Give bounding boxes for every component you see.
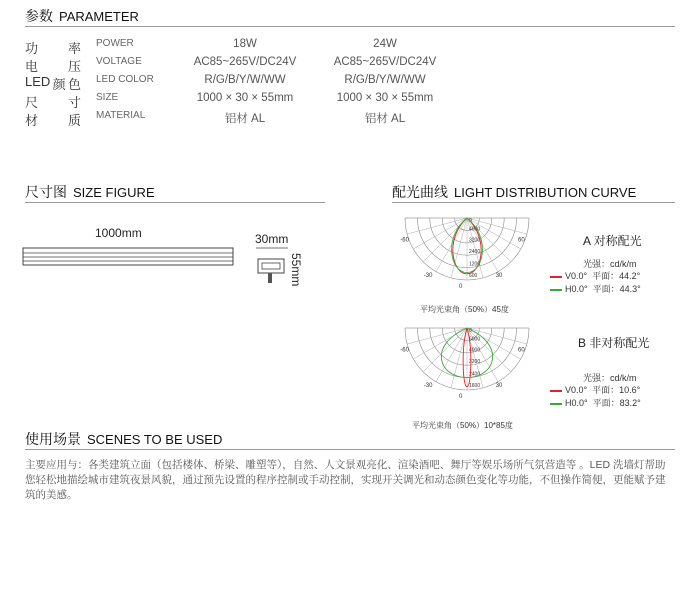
curve-b-unit: 光强：cd/k/m (583, 373, 637, 383)
polar-ring-label: 600 (469, 272, 478, 279)
curve-a-v-value: 平面：44.2° (592, 271, 641, 281)
polar-angle-label: -60 (400, 347, 409, 354)
side-view-drawing (22, 242, 237, 272)
curve-b-h-label: H0.0° (565, 398, 588, 408)
polar-a-caption: 平均光束角（50%）45度 (420, 305, 509, 314)
curve-a-label: A 对称配光 (583, 234, 642, 248)
polar-spoke (467, 328, 521, 359)
parameter-value-24w: AC85~265V/DC24V (333, 56, 437, 68)
h-legend-swatch (550, 403, 562, 405)
size-figure-title-en: SIZE FIGURE (73, 185, 155, 200)
curve-a-h-value: 平面：44.3° (592, 284, 641, 294)
polar-angle-label: -30 (423, 382, 433, 389)
polar-ring-label: 4000 (469, 347, 481, 354)
light-curve-title (392, 182, 636, 202)
curve-b-legend (550, 384, 680, 410)
curve-a-v-label: V0.0° (565, 271, 588, 281)
polar-spoke (407, 328, 467, 344)
light-curve-divider (392, 202, 675, 203)
polar-ring-label: 4000 (469, 226, 481, 233)
polar-angle-label: 60 (518, 237, 525, 244)
parameter-label-en: MATERIAL (96, 110, 146, 121)
polar-spoke (413, 218, 467, 249)
polar-angle-label: -30 (423, 272, 433, 279)
polar-angle-label: 0 (459, 394, 463, 400)
polar-spoke (467, 218, 521, 249)
polar-angle-label: 60 (518, 347, 525, 354)
parameter-value-18w: R/G/B/Y/W/WW (204, 74, 286, 86)
parameter-title-en: PARAMETER (59, 9, 139, 24)
parameter-title (25, 6, 139, 26)
polar-ring-label: 3200 (469, 359, 481, 366)
parameter-label-cn: LED 颜 色 (25, 74, 81, 92)
polar-angle-label: 0 (459, 284, 463, 290)
parameter-value-24w: 铝材 AL (364, 113, 406, 125)
parameter-label-en: SIZE (96, 92, 119, 103)
height-label: 55mm (289, 253, 303, 287)
parameter-label-cn: 尺 寸 (25, 95, 81, 110)
size-figure-title (25, 182, 155, 202)
scenes-paragraph: 主要应用与：各类建筑立面（包括楼体、桥梁、雕塑等），自然、人文景观亮化、渲染酒吧、舞厅等娱乐场所气氛营造等 。LED 洗墙灯帮助您轻松地描绘城市建筑夜景风貌，通过预先设置的程序控制或手动控制，实现开关调光和动态颜色变化等功能，不但操作简便，更能赋予建筑的美感。 (25, 459, 666, 501)
parameter-label-en: VOLTAGE (96, 56, 142, 67)
h-legend-swatch (550, 289, 562, 291)
parameter-value-18w: 铝材 AL (224, 113, 266, 125)
curve-a-legend (550, 270, 680, 296)
parameter-label-en: POWER (96, 38, 134, 49)
parameter-value-24w: 1000 × 30 × 55mm (336, 92, 434, 104)
curve-b-v-label: V0.0° (565, 385, 588, 395)
curve-b-h-value: 平面：83.2° (592, 398, 641, 408)
polar-ring-label: 2400 (469, 249, 481, 256)
scenes-title (25, 429, 222, 449)
curve-a-unit: 光强：cd/k/m (583, 259, 637, 269)
curve-b-v-value: 平面：10.6° (592, 385, 641, 395)
polar-ring-label: 0 (469, 218, 472, 225)
parameter-label-en: LED COLOR (96, 74, 154, 85)
parameter-value-24w: R/G/B/Y/W/WW (344, 74, 426, 86)
polar-angle-label: -60 (400, 237, 409, 244)
parameter-value-24w: 24W (373, 38, 397, 50)
polar-ring-label: 2400 (469, 371, 481, 378)
parameter-value-18w: AC85~265V/DC24V (193, 56, 297, 68)
parameter-value-18w: 18W (233, 38, 257, 50)
parameter-divider (25, 26, 675, 27)
parameter-label-cn: 电 压 (25, 59, 81, 74)
polar-chart-b (392, 322, 542, 427)
scenes-title-cn: 使用场景 (25, 431, 81, 447)
polar-b-caption: 平均光束角（50%）10*85度 (412, 421, 513, 430)
v-legend-swatch (550, 390, 562, 392)
size-figure-divider (25, 202, 325, 203)
polar-ring-label: 1200 (469, 261, 481, 268)
polar-spoke (407, 218, 467, 234)
polar-ring-label: 1600 (469, 382, 481, 389)
scenes-divider (25, 449, 675, 450)
polar-ring-label: 6000 (469, 336, 481, 343)
polar-ring-label: 0 (469, 328, 472, 335)
parameter-label-cn: 功 率 (25, 41, 81, 56)
polar-angle-label: 30 (495, 382, 503, 389)
polar-angle-label: 30 (495, 272, 503, 279)
length-label: 1000mm (95, 226, 142, 240)
curve-a-h-label: H0.0° (565, 284, 588, 294)
polar-chart-a (392, 212, 542, 317)
parameter-title-cn: 参数 (25, 8, 53, 24)
curve-b-label: B 非对称配光 (578, 336, 650, 350)
end-view-drawing (252, 245, 292, 285)
polar-spoke (413, 328, 467, 359)
size-figure-title-cn: 尺寸图 (25, 184, 67, 200)
polar-ring-label: 3200 (469, 237, 481, 244)
light-curve-title-cn: 配光曲线 (392, 184, 448, 200)
light-curve-title-en: LIGHT DISTRIBUTION CURVE (454, 185, 637, 200)
v-legend-swatch (550, 276, 562, 278)
polar-spoke (423, 328, 467, 372)
parameter-label-cn: 材 质 (25, 113, 81, 128)
width-label: 30mm (255, 232, 289, 246)
scenes-title-en: SCENES TO BE USED (87, 432, 223, 447)
parameter-value-18w: 1000 × 30 × 55mm (196, 92, 294, 104)
